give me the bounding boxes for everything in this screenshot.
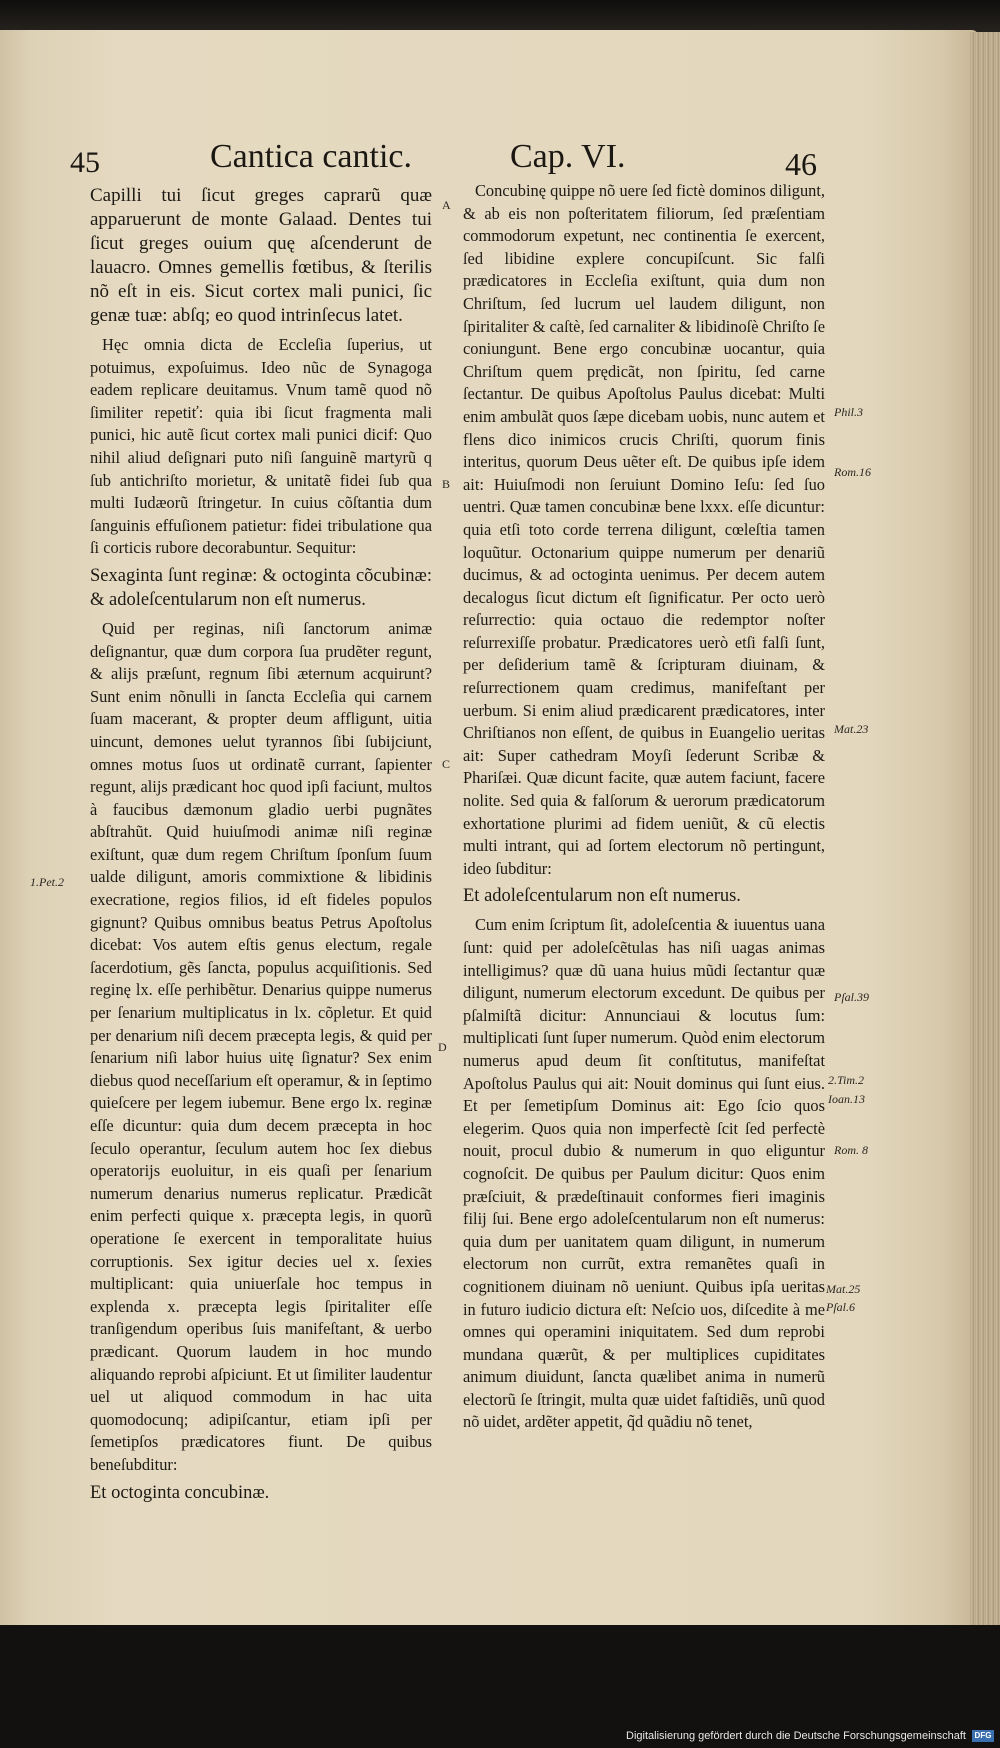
dfg-logo-icon: DFG [972, 1730, 994, 1742]
digitization-credit [626, 1728, 994, 1744]
lemma-paragraph: Et octoginta concubinæ. [90, 1482, 270, 1503]
commentary-paragraph: Concubinę quippe nõ uere ſed fictè dominos diligunt, & ab eis non poſteritatem filiorum, ſed præſentiam commodorum expetunt, nec continentia ſe exercent, ſed libidine explere concupiſcunt. Sic falſi prædicatores in Eccleſia exiſtunt, quia dum non Chriſtum, ſed lucrum uel laudem diligunt, non ſpiritaliter & caſtè, ſed carnaliter & libidinoſè Chriſto ſe coniungunt. Bene ergo concubinæ uocantur, quia Chriſtum quem prędicãt, non ſpiritu, ſed carne ſectantur. De quibus Apoſtolus Paulus dicebat: Multi enim ambulãt quos ſæpe dicebam uobis, nunc autem et flens dico inimicos crucis Chriſti, quorum finis interitus, quorum Deus uẽter eſt. De quibus ipſe idem ait: Huiuſmodi non ſeruiunt Domino Ieſu: ſed ſuo uentri. Quæ tamen concubinæ bene lxxx. eſſe dicuntur: quia etſi toto corde terrena diligunt, cœleſtia tamen loquũtur. Octonarium quippe numerum per denariũ ducimus, & ad octoginta uenimus. Per decem autem decalogus ſicut dictum eſt ſignificatur. Per octo uerò reſurrectio: quia octauo die redemptor noſter reſurrexiſſe probatur. Prædicatores uerò etſi falſi ſunt, per deſiderium tamẽ & ſcripturam diuinam, & reſurrectionem quam credimus, manifeſtant per uerbum. Si enim aliud prædicarent prædicatores, inter Chriſtianos non eſſent, de quibus in Euangelio ueritas ait: Super cathedram Moyſi ſederunt Scribæ & Phariſæi. Quæ dicunt facite, quæ autem faciunt, facere nolite. Sed quia & falſorum & uerorum prædicatorum exhortatione plurimi ad fidem ueniũt, & cũ electis multi intrant, qui ad ſortem electorum nõ pertingunt, ideo ſubditur: [463, 181, 825, 878]
lemma-paragraph: Et adoleſcentularum non eſt numerus. [463, 886, 741, 907]
lemma-paragraph: Sexaginta ſunt reginæ: & octoginta cõcubinæ: & adoleſcentularum non eſt numerus. [90, 565, 432, 610]
margin-note: Pſal.39 [834, 990, 869, 1004]
running-title-left: Cantica cantic. [210, 138, 413, 175]
section-letter: D [438, 1040, 447, 1054]
text-column-right [463, 180, 825, 1434]
margin-note: Mat.25 [826, 1282, 861, 1296]
page-edges [970, 32, 1000, 1627]
section-letter: A [442, 198, 451, 212]
lemma-paragraph: Capilli tui ſicut greges caprarũ quæ apparuerunt de monte Galaad. Dentes tui ſicut greges ouium quę aſcenderunt de lauacro. Omnes gemellis fœtibus, & ſterilis nõ eſt in eis. Sicut cortex mali punici, ſic genæ tuæ: abſq; eo quod intrinſecus latet. [90, 185, 432, 326]
margin-note: Ioan.13 [828, 1092, 865, 1106]
margin-note: 1.Pet.2 [30, 875, 64, 889]
commentary-paragraph: Quid per reginas, niſi ſanctorum animæ deſignantur, quæ dum corpora ſua prudẽter regunt, & alijs præſunt, regnum ſibi æternum acquirunt? Sunt enim nõnulli in ſancta Eccleſia qui carnem ſuam macerant, & propter deum affligunt, uitia uincunt, demones uelut tyrannos ſibi ſubijciunt, omnes motus ſuos ut ordinatẽ currant, ſapienter regunt, alijs prædicant hoc quod ipſi faciunt, multos à faucibus dæmonum gladio uerbi pugnãtes abſtrahũt. Quid huiuſmodi animæ niſi reginæ exiſtunt, quæ dum regem Chriſtum ſponſum ſuum ualde diligunt, amoris commixtione & libidinis execratione, regios filios, id eſt fideles populos gignunt? Quibus omnibus beatus Petrus Apoſtolus dicebat: Vos autem eſtis genus electum, regale ſacerdotium, gẽs ſancta, populus acquiſitionis. Sed reginę lx. eſſe perhibẽtur. Denarius quippe numerus per ſenarium multiplicatus in lx. cõpletur. Et quid per denarium niſi decem præcepta legis, & quid per ſenarium niſi labor huius uitę ſignatur? Sex enim diebus quod neceſſarium eſt operamur, & in ſeptimo quieſcere per legem iubemur. Bene ergo lx. reginæ eſſe dicuntur: quia dum decem præcepta in hoc ſeculo operantur, ſeculum autem hoc ſex diebus operatorijs euoluitur, in eis quaſi per ſenarium numerum denarius numerus replicatur. Prædicãt enim perfecti quique x. præcepta legis, in quorũ operatione ſe exercent in temporalitate huius corruptionis. Sex igitur decies uel x. ſexies multiplicant: quia uniuerſale hoc tempus in explenda x. præcepta legis ſpiritaliter eſſe tranſigendum operibus ſuis manifeſtant, & uerbo prædicant. Quorum laudem in hoc mundo aliquando reprobi aſpiciunt. Et ut ſimiliter laudentur uel ut aliquod commodum in hac uita quomodocunq; adipiſcantur, etiam ipſi per ſemetipſos prædicatores fiunt. De quibus beneſubditur: [90, 618, 432, 1474]
commentary-paragraph: Cum enim ſcriptum ſit, adoleſcentia & iuuentus uana ſunt: quid per adoleſcẽtulas has niſi uagas animas intelligimus? quæ dũ uana huius mũdi ſectantur quæ diligunt, numerum electorum excedunt. De quibus per pſalmiſtã dicitur: Annunciaui & locutus ſum: multiplicati ſunt ſuper numerum. Quòd enim electorum numerus apud deum ſit conſtitutus, manifeſtat Apoſtolus Paulus qui ait: Nouit dominus qui ſunt eius. Et per ſemetipſum Dominus ait: Ego ſcio quos elegerim. Quos quia non imperfectè ſcit ſed perfectè nouit, procul dubio & numerum in quo eliguntur cognoſcit. De quibus per Paulum dicitur: Quos enim præſciuit, & prædeſtinauit conformes fieri imaginis filij ſui. Bene ergo adoleſcentularum non eſt numerus: quia dum per uanitatem quam diligunt, in numerum electorum non currũt, extra remanẽtes quaſi in cognitionem diuinam nõ ueniunt. Quibus ipſa ueritas in futuro iudicio dictura eſt: Neſcio uos, diſcedite à me omnes qui operamini iniquitatem. Sed dum reprobi mundana quærũt, & per multiplices cupiditates animum diuidunt, ſancta quælibet anima in numerũ electorũ ſe ſtringit, multa quæ uidet faſtidiẽs, unũ quod nõ uidet, ardẽter appetit, q̃d quãdiu nõ tenet, [463, 915, 825, 1432]
margin-note: Mat.23 [834, 722, 869, 736]
margin-note: Phil.3 [834, 405, 863, 419]
margin-note: 2.Tim.2 [828, 1073, 865, 1087]
section-letter: C [442, 757, 451, 771]
margin-note: Pſal.6 [826, 1300, 855, 1314]
margin-note: Rom. 8 [834, 1143, 868, 1157]
credit-text: Digitalisierung gefördert durch die Deutsche Forschungsgemeinschaft [626, 1730, 966, 1742]
page-number-left: 45 [70, 146, 100, 179]
section-letter: B [442, 477, 451, 491]
margin-note: Rom.16 [834, 465, 871, 479]
running-title-right: Cap. VI. [510, 138, 626, 175]
commentary-paragraph: Hęc omnia dicta de Eccleſia ſuperius, ut potuimus, expoſuimus. Ideo nũc de Synagoga eadem replicare deuitamus. Vnum tamẽ quod nõ ſimiliter repetiť: quia ibi ſicut fragmenta mali punici, hic autẽ ſicut cortex mali punici dicif: Quo nihil aliud deſignari puto niſi ſanguinẽ martyrũ q ſub antichriſto morietur, & unitatẽ fidei ſub qua multi Iudæorũ ſtringetur. In cuius cõſtantia dum ſanguinis effuſionem patietur: fidei tribulatione qua ſi corticis rubore decorabuntur. Sequitur: [90, 335, 432, 558]
page-number-right: 46 [785, 146, 817, 182]
text-column-left [90, 180, 432, 1511]
